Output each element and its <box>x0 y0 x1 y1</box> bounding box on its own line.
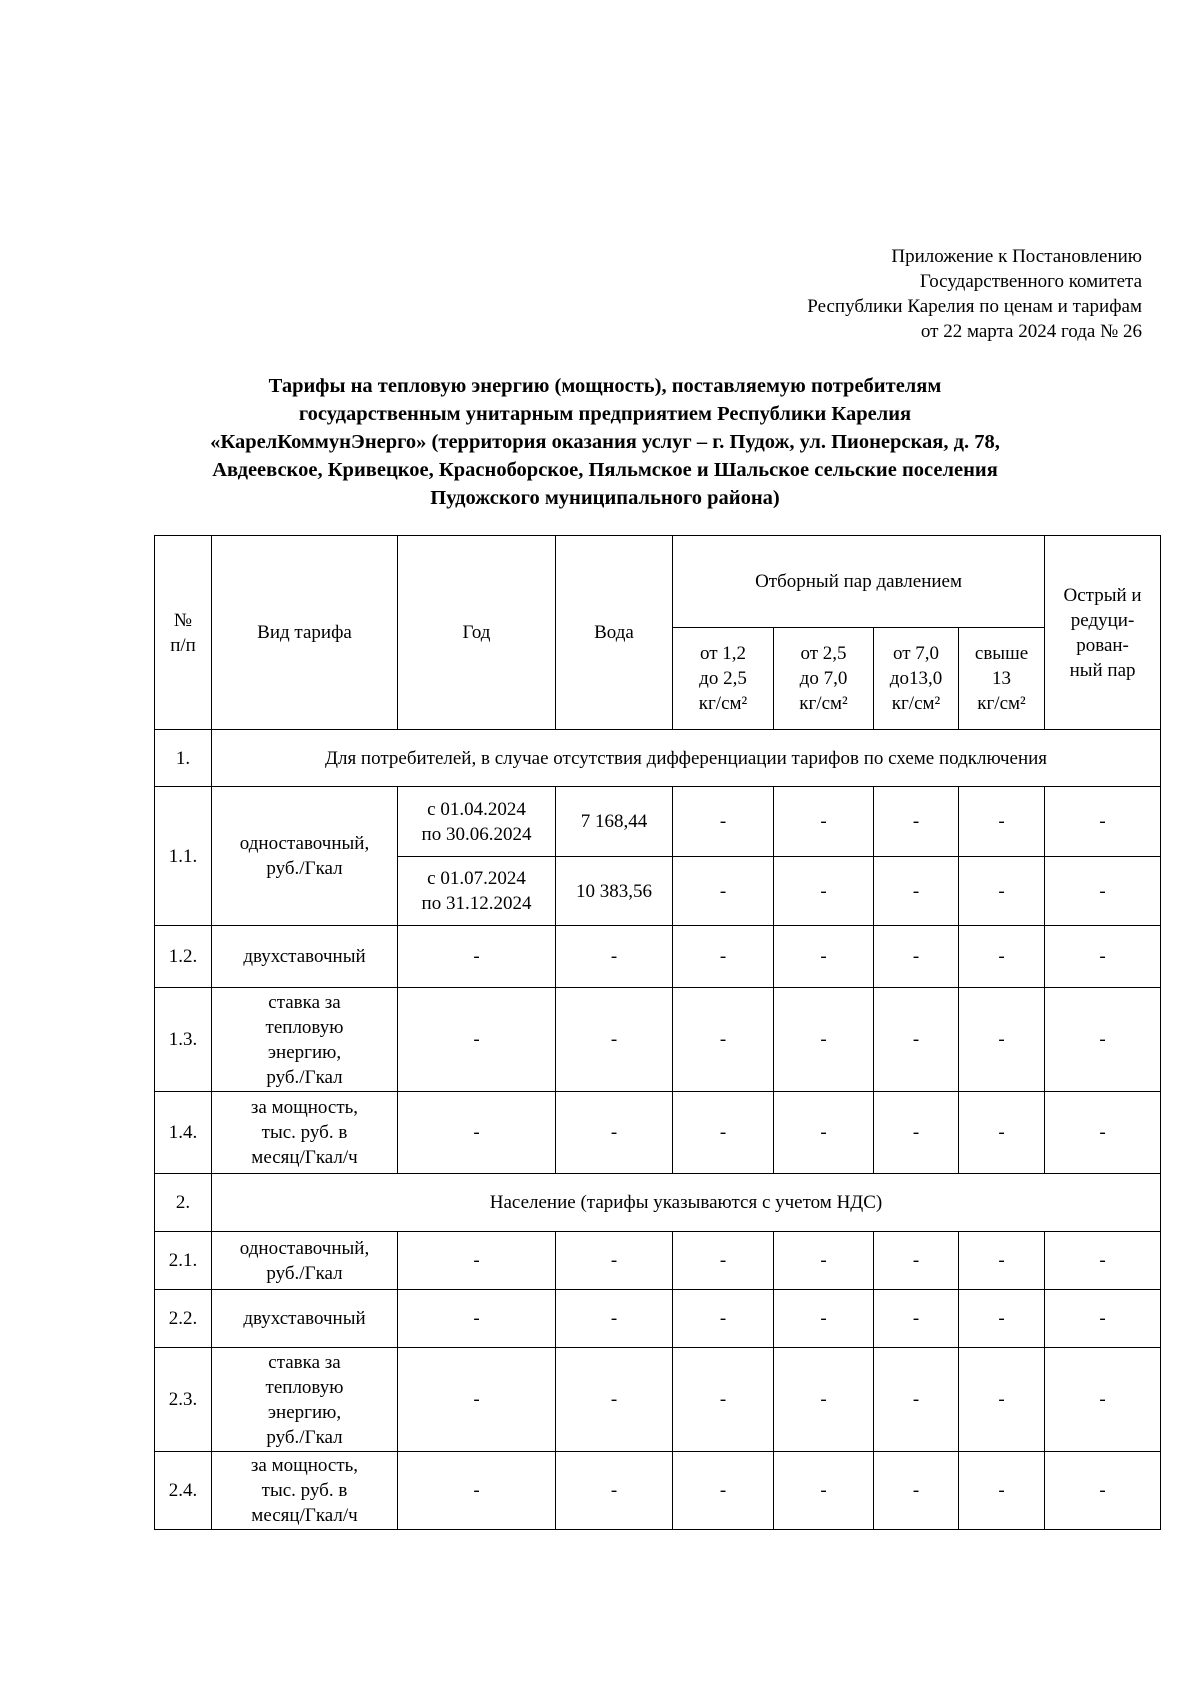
cell-dash: - <box>556 1290 673 1348</box>
tariff-type: одноставочный, руб./Гкал <box>212 1232 398 1290</box>
cell-dash: - <box>774 1290 874 1348</box>
cell-dash: - <box>774 926 874 988</box>
cell-dash: - <box>959 1232 1045 1290</box>
header-steam-1: от 1,2 до 2,5 кг/см² <box>673 628 774 730</box>
row-num: 2.1. <box>155 1232 212 1290</box>
tariff-table <box>154 535 1161 1530</box>
table-row <box>155 1232 1161 1290</box>
title-line: «КарелКоммунЭнерго» (территория оказания услуг – г. Пудож, ул. Пионерская, д. 78, <box>210 431 1000 453</box>
row-num: 2. <box>155 1174 212 1232</box>
cell-dash: - <box>959 787 1045 857</box>
cell-dash: - <box>556 988 673 1092</box>
row-num: 2.2. <box>155 1290 212 1348</box>
cell-dash: - <box>1045 1452 1161 1530</box>
cell-dash: - <box>959 988 1045 1092</box>
cell-dash: - <box>398 926 556 988</box>
cell-dash: - <box>1045 1290 1161 1348</box>
annex-header <box>542 244 1142 344</box>
cell-dash: - <box>959 857 1045 926</box>
period: с 01.07.2024 по 31.12.2024 <box>398 857 556 926</box>
header-type: Вид тарифа <box>212 536 398 730</box>
cell-dash: - <box>398 1348 556 1452</box>
cell-dash: - <box>673 1290 774 1348</box>
cell-dash: - <box>959 926 1045 988</box>
cell-dash: - <box>959 1452 1045 1530</box>
tariff-type: одноставочный, руб./Гкал <box>212 787 398 926</box>
cell-dash: - <box>1045 1232 1161 1290</box>
header-steam-3: от 7,0 до13,0 кг/см² <box>874 628 959 730</box>
cell-dash: - <box>774 1348 874 1452</box>
cell-dash: - <box>874 1348 959 1452</box>
header-steam-group: Отборный пар давлением <box>673 536 1045 628</box>
cell-dash: - <box>556 1452 673 1530</box>
cell-dash: - <box>398 1290 556 1348</box>
cell-dash: - <box>874 926 959 988</box>
cell-dash: - <box>398 988 556 1092</box>
tariff-type: ставка за тепловую энергию, руб./Гкал <box>212 988 398 1092</box>
cell-dash: - <box>1045 988 1161 1092</box>
cell-dash: - <box>959 1290 1045 1348</box>
cell-dash: - <box>774 1092 874 1174</box>
cell-dash: - <box>673 926 774 988</box>
title-line: государственным унитарным предприятием Республики Карелия <box>298 403 912 425</box>
cell-dash: - <box>874 1232 959 1290</box>
cell-dash: - <box>774 1452 874 1530</box>
cell-dash: - <box>874 857 959 926</box>
table-row <box>155 787 1161 857</box>
tariff-type: ставка за тепловую энергию, руб./Гкал <box>212 1348 398 1452</box>
table-row <box>155 1348 1161 1452</box>
title-line: Авдеевское, Кривецкое, Красноборское, Пяльмское и Шальское сельские поселения <box>212 459 998 481</box>
cell-dash: - <box>874 1092 959 1174</box>
cell-dash: - <box>673 1452 774 1530</box>
cell-dash: - <box>774 1232 874 1290</box>
row-num: 2.4. <box>155 1452 212 1530</box>
annex-line: Государственного комитета <box>919 271 1142 292</box>
tariff-type: за мощность, тыс. руб. в месяц/Гкал/ч <box>212 1092 398 1174</box>
row-num: 1.4. <box>155 1092 212 1174</box>
cell-dash: - <box>774 988 874 1092</box>
cell-dash: - <box>774 787 874 857</box>
cell-dash: - <box>1045 857 1161 926</box>
section-row <box>155 1174 1161 1232</box>
header-steam-4: свыше 13 кг/см² <box>959 628 1045 730</box>
cell-dash: - <box>556 1092 673 1174</box>
water-value: 7 168,44 <box>556 787 673 857</box>
cell-dash: - <box>398 1232 556 1290</box>
table-row <box>155 1290 1161 1348</box>
section-row <box>155 730 1161 787</box>
cell-dash: - <box>1045 1348 1161 1452</box>
tariff-type: за мощность, тыс. руб. в месяц/Гкал/ч <box>212 1452 398 1530</box>
water-value: 10 383,56 <box>556 857 673 926</box>
row-num: 1.3. <box>155 988 212 1092</box>
annex-line: от 22 марта 2024 года № 26 <box>920 321 1142 342</box>
cell-dash: - <box>1045 926 1161 988</box>
cell-dash: - <box>874 1290 959 1348</box>
tariff-type: двухставочный <box>212 1290 398 1348</box>
cell-dash: - <box>673 988 774 1092</box>
section-label: Для потребителей, в случае отсутствия дифференциации тарифов по схеме подключения <box>212 730 1161 787</box>
cell-dash: - <box>673 1348 774 1452</box>
table-row <box>155 1452 1161 1530</box>
cell-dash: - <box>959 1092 1045 1174</box>
header-water: Вода <box>556 536 673 730</box>
header-steam-2: от 2,5 до 7,0 кг/см² <box>774 628 874 730</box>
cell-dash: - <box>1045 787 1161 857</box>
cell-dash: - <box>874 1452 959 1530</box>
cell-dash: - <box>556 926 673 988</box>
cell-dash: - <box>874 988 959 1092</box>
cell-dash: - <box>673 857 774 926</box>
title-line: Тарифы на тепловую энергию (мощность), поставляемую потребителям <box>268 375 942 397</box>
tariff-type: двухставочный <box>212 926 398 988</box>
cell-dash: - <box>556 1348 673 1452</box>
cell-dash: - <box>774 857 874 926</box>
row-num: 1.1. <box>155 787 212 926</box>
cell-dash: - <box>874 787 959 857</box>
cell-dash: - <box>398 1452 556 1530</box>
header-sharp-steam: Острый и редуци- рован- ный пар <box>1045 536 1161 730</box>
row-num: 2.3. <box>155 1348 212 1452</box>
table-row <box>155 926 1161 988</box>
header-year: Год <box>398 536 556 730</box>
cell-dash: - <box>556 1232 673 1290</box>
table-row <box>155 1092 1161 1174</box>
annex-line: Республики Карелия по ценам и тарифам <box>807 296 1142 317</box>
annex-line: Приложение к Постановлению <box>891 246 1142 267</box>
cell-dash: - <box>673 1092 774 1174</box>
table-row <box>155 988 1161 1092</box>
period: с 01.04.2024 по 30.06.2024 <box>398 787 556 857</box>
cell-dash: - <box>959 1348 1045 1452</box>
row-num: 1.2. <box>155 926 212 988</box>
title-line: Пудожского муниципального района) <box>430 487 780 509</box>
cell-dash: - <box>673 787 774 857</box>
header-num: № п/п <box>155 536 212 730</box>
cell-dash: - <box>398 1092 556 1174</box>
cell-dash: - <box>673 1232 774 1290</box>
row-num: 1. <box>155 730 212 787</box>
document-title <box>150 372 1060 512</box>
cell-dash: - <box>1045 1092 1161 1174</box>
section-label: Население (тарифы указываются с учетом НДС) <box>212 1174 1161 1232</box>
